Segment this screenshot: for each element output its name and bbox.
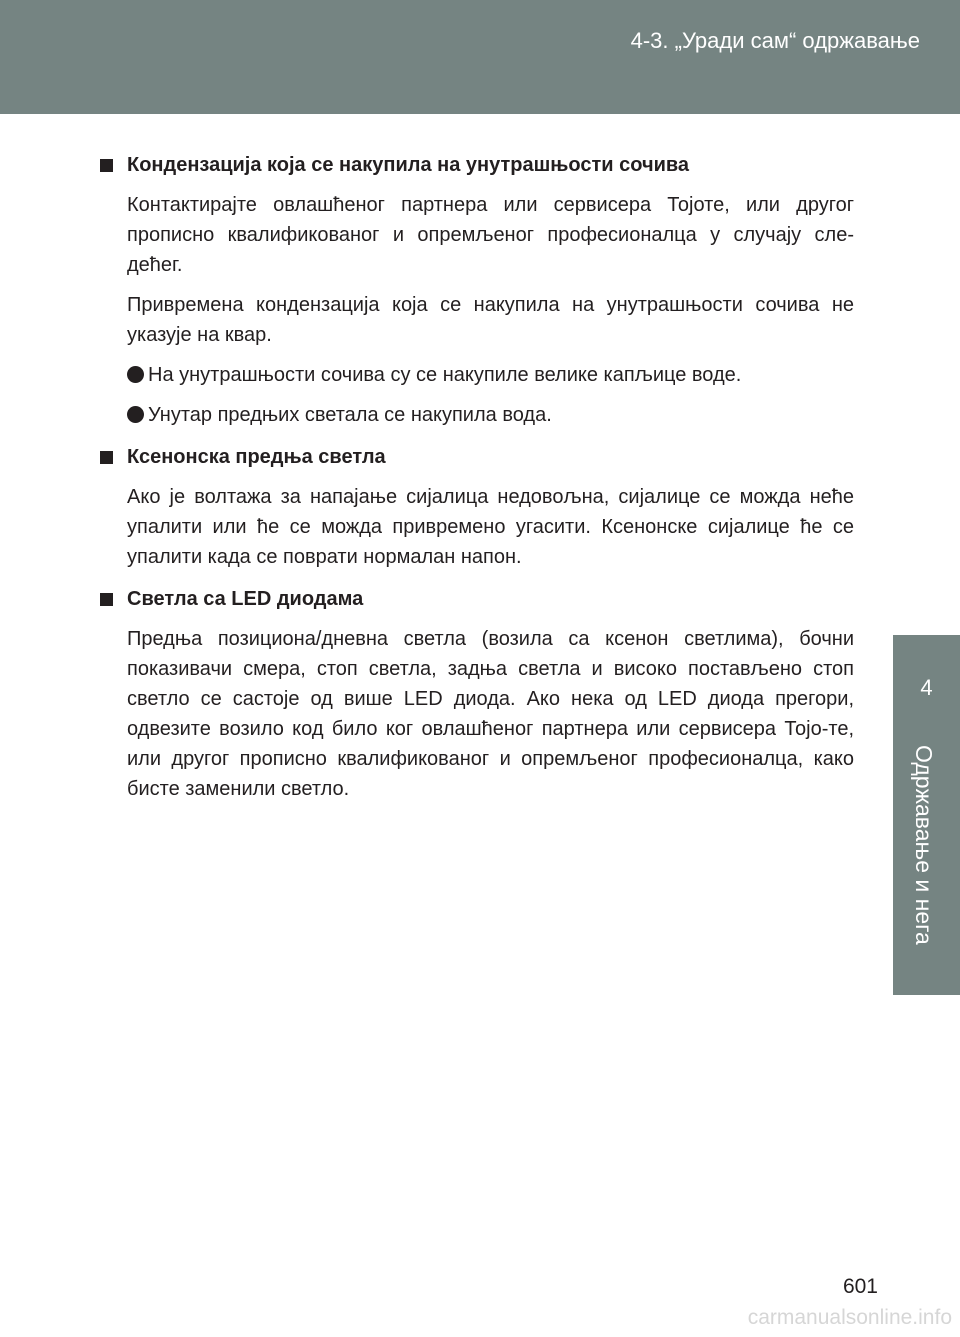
list-item-text: Унутар предњих светала се накупила вода. [148, 404, 552, 426]
section-condensation [100, 150, 854, 430]
section-led-lights [100, 584, 854, 804]
chapter-number: 4 [920, 675, 933, 700]
section-heading-text: Ксенонска предња светла [127, 446, 386, 468]
list-item [127, 400, 854, 430]
square-bullet-icon [100, 159, 113, 172]
section-title: 4-3. „Уради сам“ одржавање [630, 28, 920, 53]
page-content [100, 150, 854, 816]
paragraph: Привремена кондензација која се накупила на унутрашњости сочива не указује на квар. [127, 294, 854, 346]
paragraph: Контактирајте овлашћеног партнера или сервисера Тојоте, или другог прописно квалификованог и опремљеног професионалца у случају сле-дећег. [127, 194, 854, 276]
list-item-text: На унутрашњости сочива су се накупиле велике капљице воде. [148, 364, 742, 386]
square-bullet-icon [100, 451, 113, 464]
section-heading-text: Кондензација која се накупила на унутрашњости сочива [127, 154, 690, 176]
paragraph: Предња позициона/дневна светла (возила са ксенон светлима), бочни показивачи смера, стоп светла, задња светла и високо постављено стоп светло се састоје од више LED диода. Ако нека од LED диода прегори, одвезите возило код било ког овлашћеног партнера или сервисера Тојо-те, или другог прописно квалификованог и опремљеног професионалца, како бисте заменили светло. [127, 628, 854, 800]
circle-bullet-icon [127, 366, 144, 383]
section-heading [100, 584, 854, 614]
section-heading [100, 150, 854, 180]
circle-bullet-icon [127, 406, 144, 423]
list-item [127, 360, 854, 390]
header-band [0, 0, 960, 114]
section-xenon-headlights [100, 442, 854, 572]
paragraph: Ако је волтажа за напајање сијалица недовољна, сијалице се можда неће упалити или ће се можда привремено угасити. Ксенонске сијалице ће се упалити када се поврати нормалан напон. [127, 486, 854, 568]
square-bullet-icon [100, 593, 113, 606]
chapter-tab [893, 635, 960, 995]
section-heading-text: Светла са LED диодама [127, 588, 364, 610]
section-heading [100, 442, 854, 472]
chapter-title: Одржавање и нега [911, 745, 937, 945]
watermark: carmanualsonline.info [747, 1306, 952, 1329]
page-number: 601 [842, 1275, 878, 1298]
